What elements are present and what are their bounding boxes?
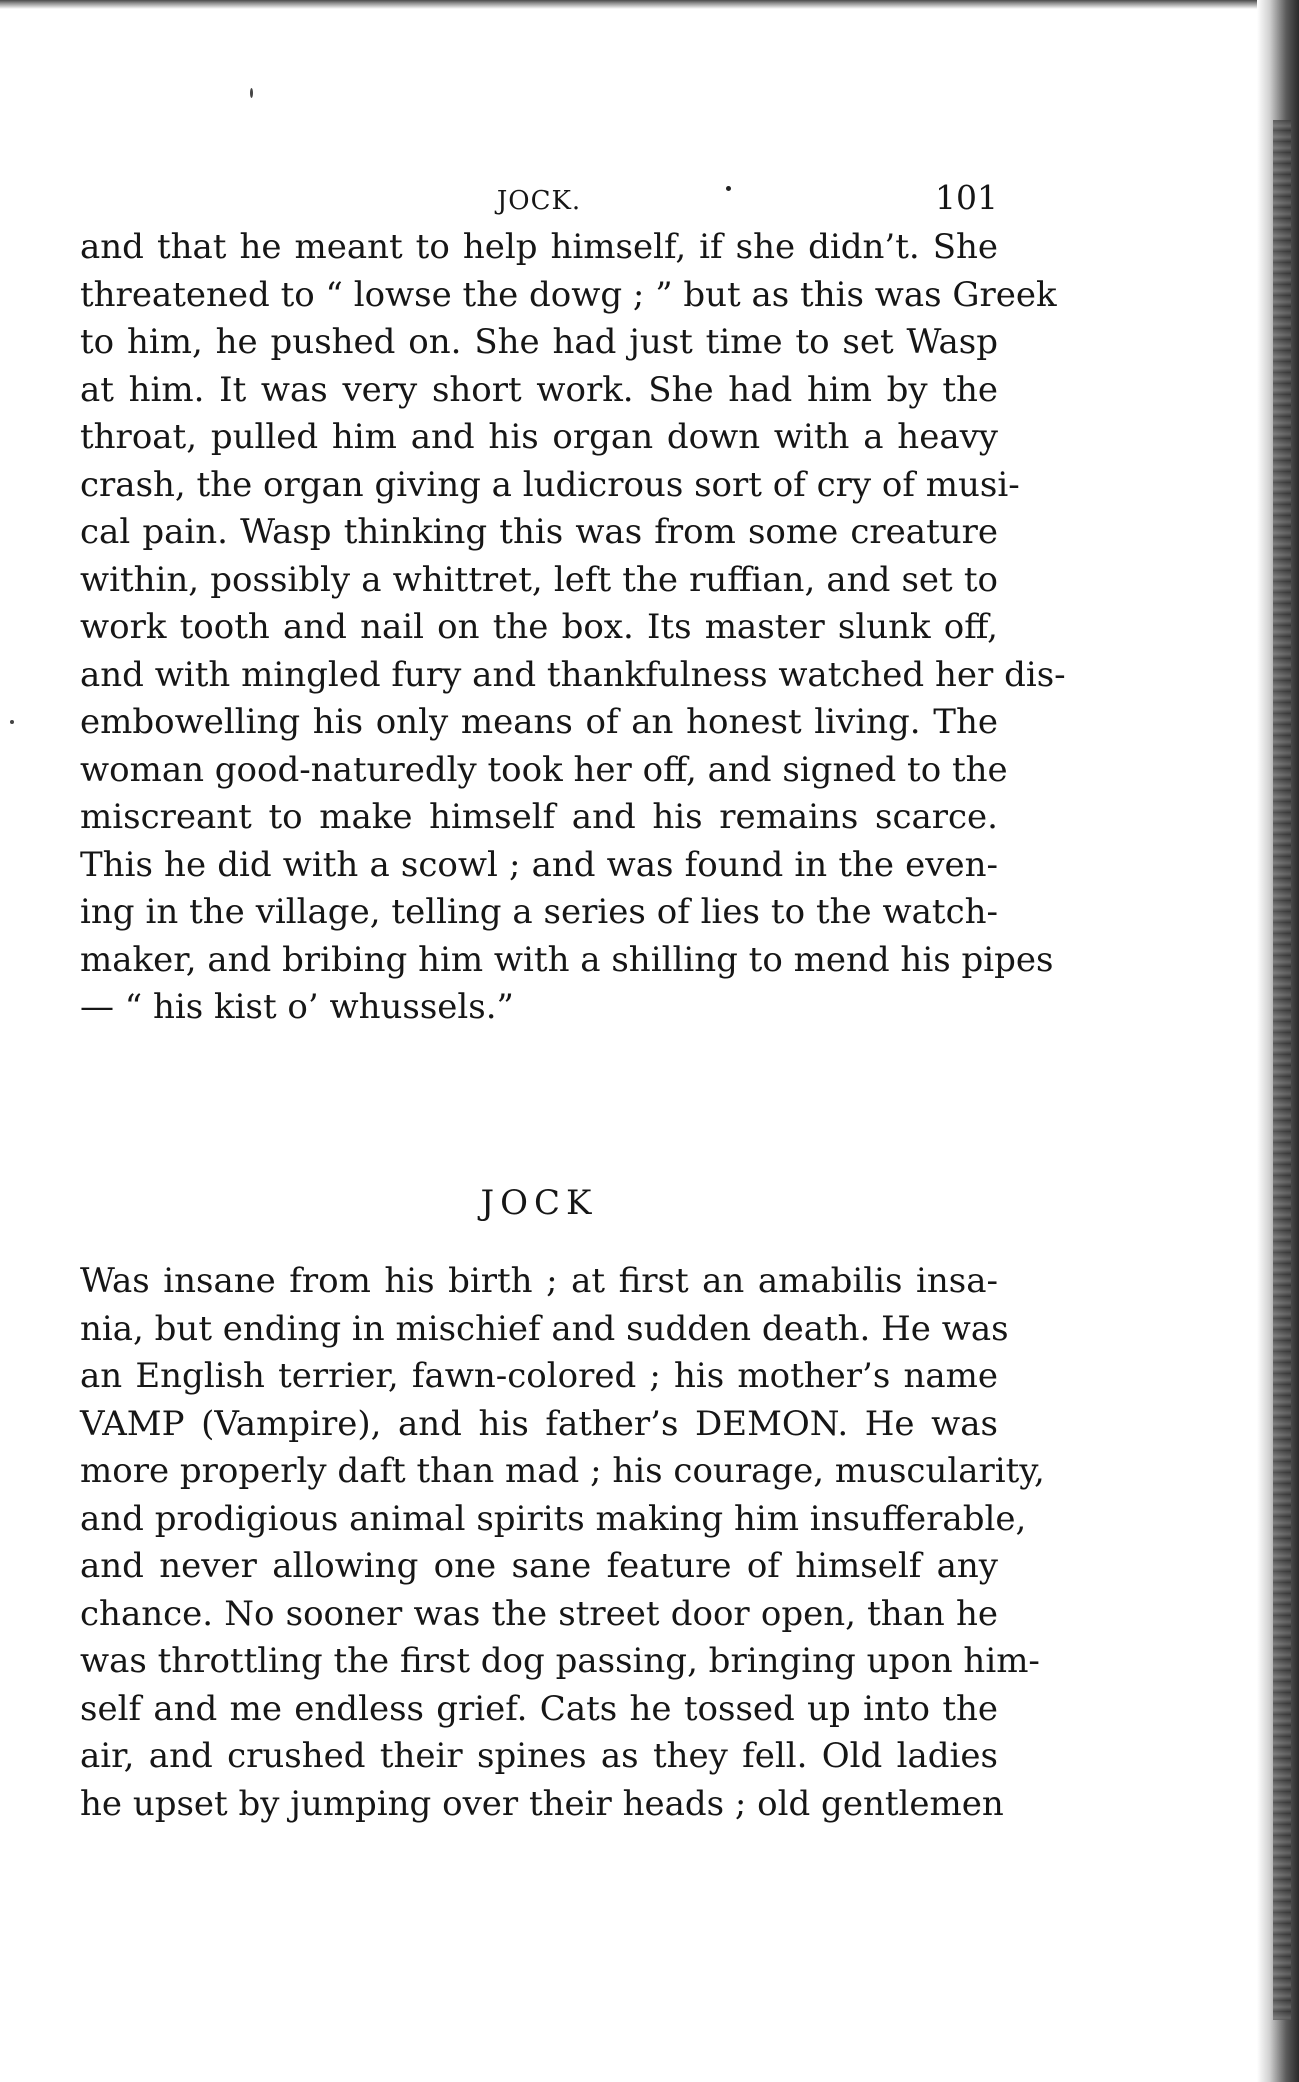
print-speck <box>726 186 731 191</box>
passage-continued <box>80 224 1066 1032</box>
running-head <box>80 178 998 222</box>
print-speck <box>10 720 14 724</box>
running-head-title: JOCK. <box>496 186 582 216</box>
text-line: air, and crushed their spines as they fell. Old ladies <box>80 1736 998 1776</box>
page-top-edge <box>0 0 1299 14</box>
text-line: was throttling the first dog passing, bringing upon him- <box>80 1641 1040 1681</box>
passage-jock <box>80 1258 1045 1828</box>
text-line: and prodigious animal spirits making him insufferable, <box>80 1498 1027 1539</box>
text-line: more properly daft than mad ; his courage, muscularity, <box>80 1451 1045 1491</box>
text-line: cal pain. Wasp thinking this was from some creature <box>80 512 998 552</box>
section-heading: JOCK <box>480 1183 598 1223</box>
text-line: to him, he pushed on. She had just time to set Wasp <box>80 322 998 362</box>
text-line: Was insane from his birth ; at first an amabilis insa- <box>80 1261 998 1301</box>
text-line: VAMP (Vampire), and his father’s DEMON. He was <box>80 1403 998 1444</box>
text-line: and that he meant to help himself, if she didn’t. She <box>80 227 998 267</box>
text-line: throat, pulled him and his organ down with a heavy <box>80 417 998 457</box>
text-line: within, possibly a whittret, left the ruffian, and set to <box>80 559 998 600</box>
binding-shadow <box>1273 120 1291 2020</box>
text-line: and never allowing one sane feature of himself any <box>80 1546 998 1586</box>
text-line: embowelling his only means of an honest living. The <box>80 702 998 742</box>
text-line: woman good-naturedly took her off, and signed to the <box>80 749 1008 790</box>
text-line: and with mingled fury and thankfulness watched her dis- <box>80 654 1066 695</box>
text-line: threatened to “ lowse the dowg ; ” but as this was Greek <box>80 274 1057 315</box>
page-binding-edge <box>1257 0 1299 2082</box>
page-number: 101 <box>935 178 998 217</box>
text-line: work tooth and nail on the box. Its master slunk off, <box>80 607 998 647</box>
print-speck <box>250 88 253 98</box>
text-line: ing in the village, telling a series of lies to the watch- <box>80 892 998 932</box>
text-line: he upset by jumping over their heads ; old gentlemen <box>80 1783 1004 1824</box>
text-line: — “ his kist o’ whussels.” <box>80 987 514 1027</box>
text-line: chance. No sooner was the street door open, than he <box>80 1593 998 1634</box>
text-line: maker, and bribing him with a shilling to mend his pipes <box>80 939 1054 980</box>
text-line: crash, the organ giving a ludicrous sort of cry of musi- <box>80 464 1020 505</box>
text-line: at him. It was very short work. She had him by the <box>80 369 998 410</box>
text-line: miscreant to make himself and his remains scarce. <box>80 797 998 837</box>
text-line: self and me endless grief. Cats he tossed up into the <box>80 1688 998 1729</box>
text-line: an English terrier, fawn-colored ; his mother’s name <box>80 1356 998 1396</box>
text-line: nia, but ending in mischief and sudden death. He was <box>80 1308 1009 1349</box>
text-line: This he did with a scowl ; and was found in the even- <box>80 844 998 885</box>
